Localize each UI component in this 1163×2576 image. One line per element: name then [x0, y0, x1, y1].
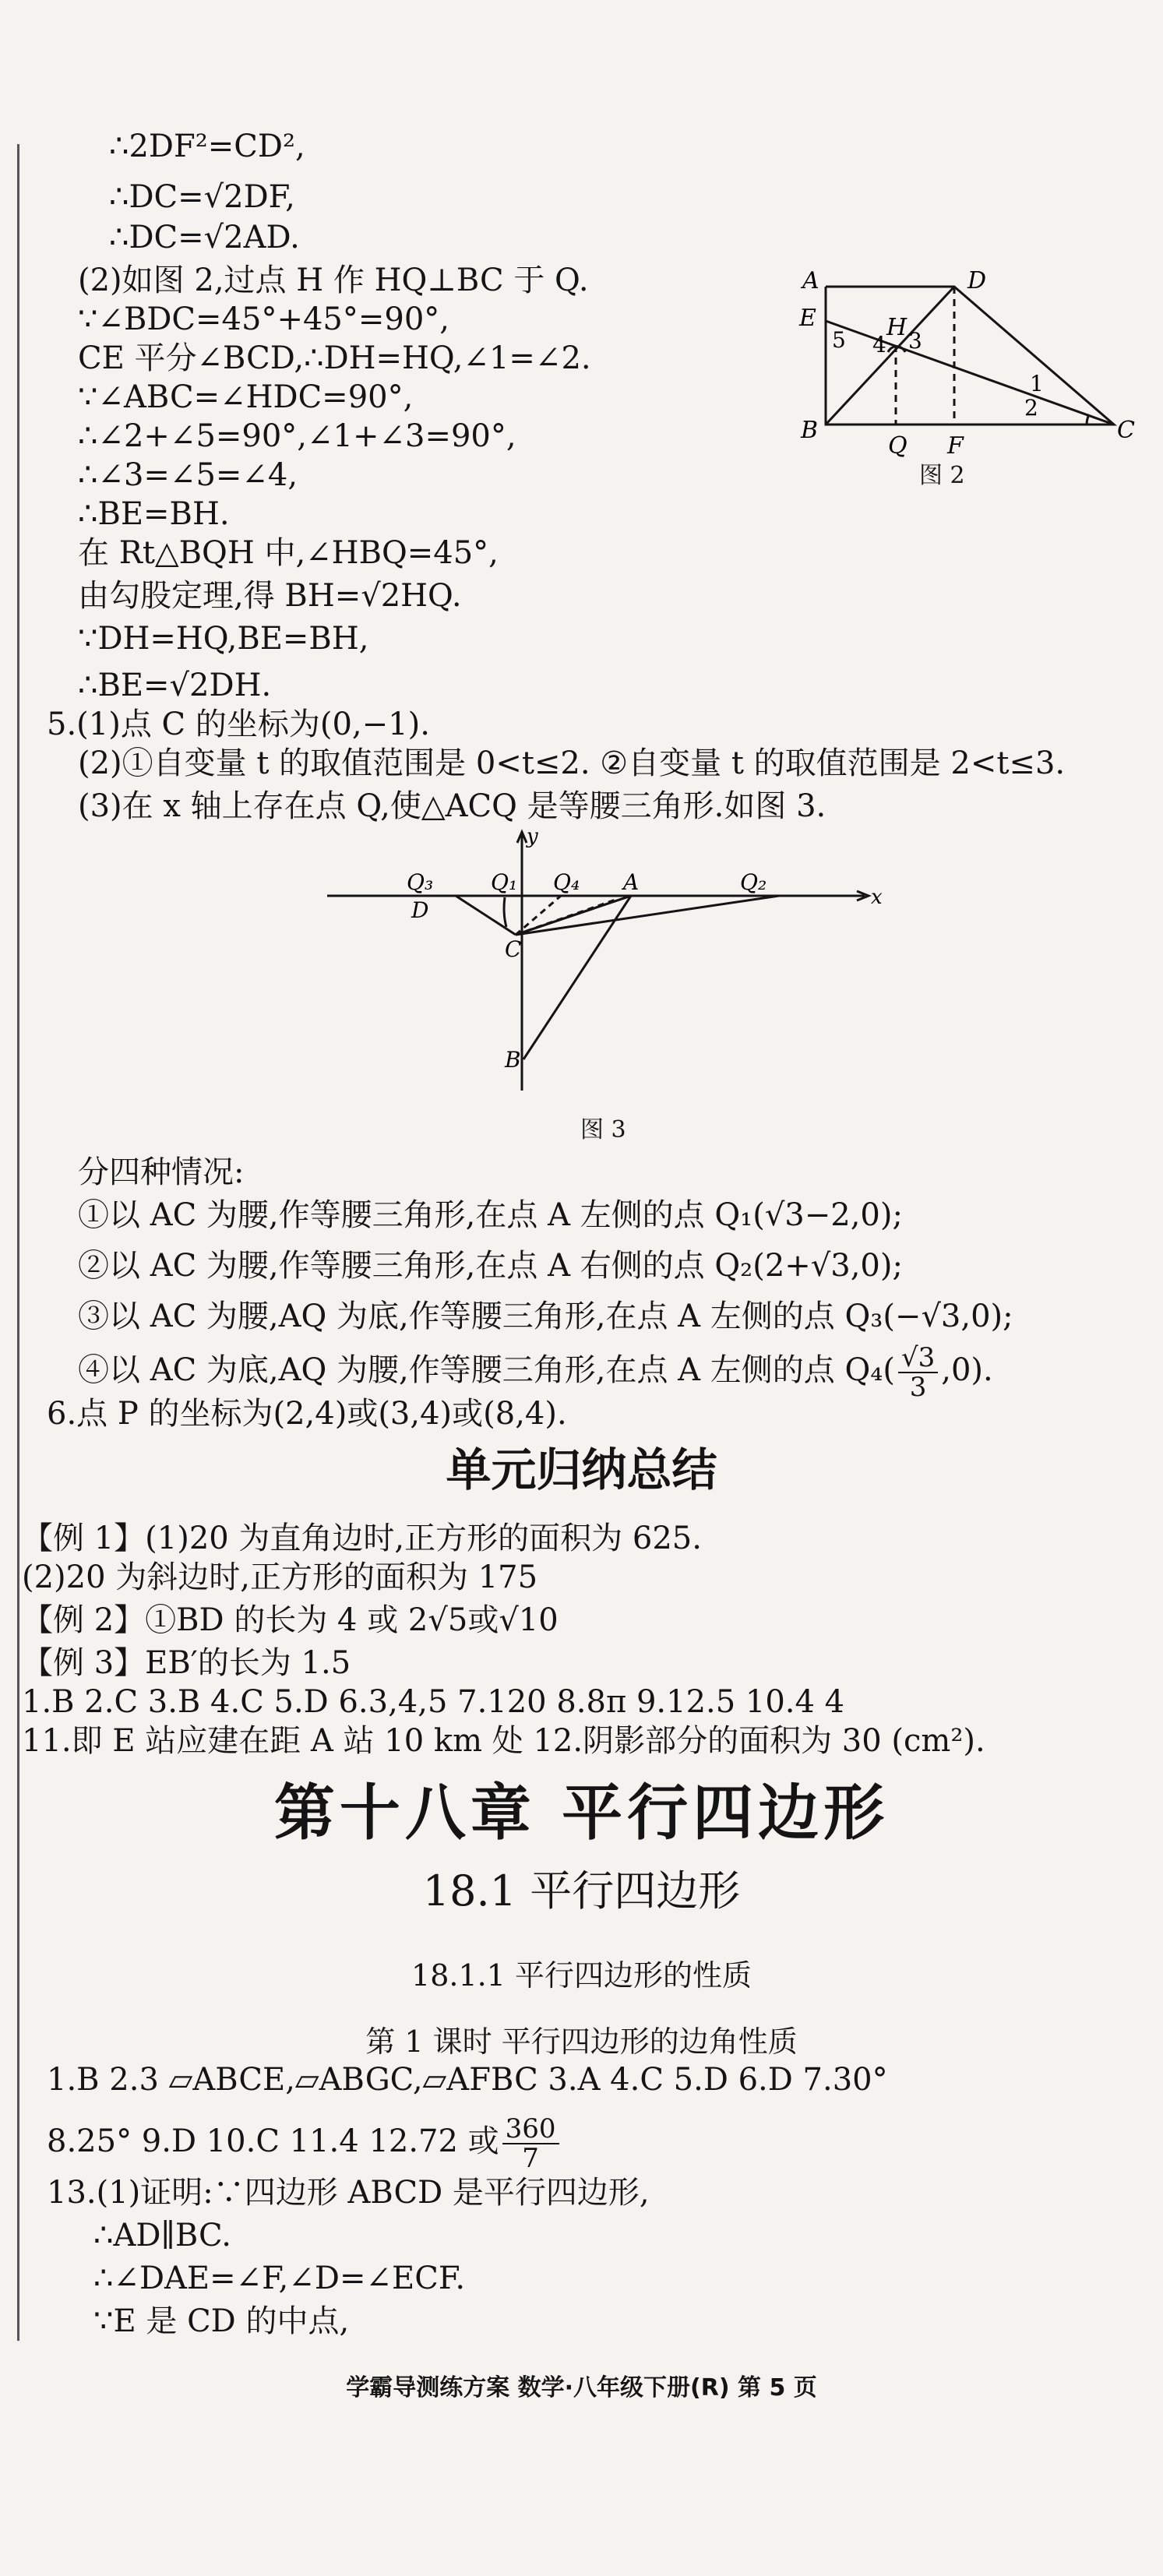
fig2-label-b: B: [801, 417, 819, 444]
fig3-label-d: D: [411, 897, 429, 923]
summary-line: 【例 1】(1)20 为直角边时,正方形的面积为 625.: [22, 1521, 702, 1556]
figure-2: [795, 265, 1137, 491]
fig3-label-y: y: [527, 826, 538, 848]
q5-line: (2)①自变量 t 的取值范围是 0<t≤2. ②自变量 t 的取值范围是 2<t≤3.: [78, 745, 1066, 781]
fig2-label-q: Q: [888, 432, 907, 460]
q5-line: (3)在 x 轴上存在点 Q,使△ACQ 是等腰三角形.如图 3.: [78, 788, 826, 824]
proof-line: ∴DC=√2AD.: [109, 220, 300, 255]
fig3-label-q4: Q₄: [553, 869, 580, 895]
case-item: ②以 AC 为腰,作等腰三角形,在点 A 右侧的点 Q₂(2+√3,0);: [78, 1248, 903, 1284]
summary-line: 【例 3】EB′的长为 1.5: [22, 1645, 351, 1681]
proof-line: ∴2DF²=CD²,: [109, 129, 305, 164]
proof-line: 在 Rt△BQH 中,∠HBQ=45°,: [78, 535, 499, 571]
margin-rule: [17, 144, 19, 2341]
proof-line: ∴∠3=∠5=∠4,: [78, 457, 298, 493]
proof-line: CE 平分∠BCD,∴DH=HQ,∠1=∠2.: [78, 340, 591, 376]
fig2-angle-5: 5: [832, 327, 846, 353]
answer-12-numerator: 360: [502, 2115, 559, 2144]
fig3-label-q3: Q₃: [407, 869, 434, 895]
subsection-title: 18.1.1 平行四边形的性质: [411, 1958, 752, 1993]
figure-3-caption: 图 3: [580, 1116, 626, 1144]
unit-summary-title: 单元归纳总结: [446, 1443, 717, 1496]
fig3-label-c: C: [505, 936, 522, 962]
fig2-angle-3: 3: [908, 328, 922, 354]
proof-line: ∴DC=√2DF,: [109, 179, 295, 215]
figure-2-caption: 图 2: [919, 462, 965, 489]
case-item: [78, 1344, 993, 1401]
fig2-label-d: D: [967, 267, 987, 294]
fig3-label-q2: Q₂: [740, 869, 767, 895]
q13-line: ∵E 是 CD 的中点,: [93, 2303, 350, 2339]
case-item: ①以 AC 为腰,作等腰三角形,在点 A 左侧的点 Q₁(√3−2,0);: [78, 1197, 903, 1233]
q6-line: 6.点 P 的坐标为(2,4)或(3,4)或(8,4).: [47, 1396, 567, 1432]
q5-line: 5.(1)点 C 的坐标为(0,−1).: [47, 707, 430, 742]
proof-line: ∵∠ABC=∠HDC=90°,: [78, 379, 414, 415]
proof-line: ∵DH=HQ,BE=BH,: [78, 621, 369, 657]
cases-intro: 分四种情况:: [78, 1154, 245, 1190]
answers-line: 1.B 2.3 ▱ABCE,▱ABGC,▱AFBC 3.A 4.C 5.D 6.D 7.30°: [47, 2062, 888, 2098]
q13-line: ∴∠DAE=∠F,∠D=∠ECF.: [93, 2261, 466, 2296]
case-4-fraction: [898, 1344, 938, 1401]
case-4-denominator: 3: [909, 1372, 927, 1403]
fig2-label-f: F: [947, 432, 964, 460]
figure-3: [319, 826, 896, 1106]
case-4-text: ④以 AC 为底,AQ 为腰,作等腰三角形,在点 A 左侧的点 Q₄(: [78, 1352, 895, 1388]
summary-line: 1.B 2.C 3.B 4.C 5.D 6.3,4,5 7.120 8.8π 9.12.5 10.4 4: [22, 1684, 845, 1720]
fig2-angle-1: 1: [1030, 371, 1044, 396]
answer-12-denominator: 7: [522, 2143, 539, 2174]
fig3-label-a: A: [623, 869, 640, 895]
answers-line: [47, 2115, 562, 2173]
fig2-label-h: H: [886, 314, 907, 341]
fig3-label-q1: Q₁: [491, 869, 518, 895]
lesson-title: 第 1 课时 平行四边形的边角性质: [365, 2025, 798, 2059]
case-4-tail: ,0).: [941, 1352, 993, 1388]
case-4-numerator: √3: [898, 1344, 938, 1373]
summary-line: 11.即 E 站应建在距 A 站 10 km 处 12.阴影部分的面积为 30 (cm²).: [22, 1723, 985, 1759]
proof-line: ∴BE=√2DH.: [78, 668, 272, 703]
fig2-label-e: E: [799, 305, 816, 332]
answers-line-2-text: 8.25° 9.D 10.C 11.4 12.72 或: [47, 2123, 499, 2159]
q13-line: 13.(1)证明:∵四边形 ABCD 是平行四边形,: [47, 2175, 650, 2211]
proof-line: ∴BE=BH.: [78, 496, 230, 532]
proof-line: ∵∠BDC=45°+45°=90°,: [78, 301, 449, 337]
fig2-label-c: C: [1117, 417, 1135, 444]
q13-line: ∴AD∥BC.: [93, 2218, 231, 2254]
proof-line: 由勾股定理,得 BH=√2HQ.: [78, 578, 462, 614]
answer-12-fraction: [502, 2115, 559, 2173]
proof-line: ∴∠2+∠5=90°,∠1+∠3=90°,: [78, 418, 516, 454]
chapter-title: 第十八章 平行四边形: [273, 1778, 890, 1848]
fig3-label-b: B: [505, 1047, 521, 1073]
case-item: ③以 AC 为腰,AQ 为底,作等腰三角形,在点 A 左侧的点 Q₃(−√3,0);: [78, 1299, 1013, 1334]
summary-line: (2)20 为斜边时,正方形的面积为 175: [22, 1559, 538, 1595]
fig2-angle-4: 4: [872, 332, 886, 358]
section-title: 18.1 平行四边形: [422, 1866, 741, 1915]
page-footer: 学霸导测练方案 数学·八年级下册(R) 第 5 页: [346, 2374, 817, 2402]
fig3-label-x: x: [871, 886, 883, 909]
fig2-label-a: A: [802, 267, 819, 294]
fig2-angle-2: 2: [1024, 395, 1038, 421]
summary-line: 【例 2】①BD 的长为 4 或 2√5或√10: [22, 1602, 559, 1638]
proof-line: (2)如图 2,过点 H 作 HQ⊥BC 于 Q.: [78, 263, 589, 298]
